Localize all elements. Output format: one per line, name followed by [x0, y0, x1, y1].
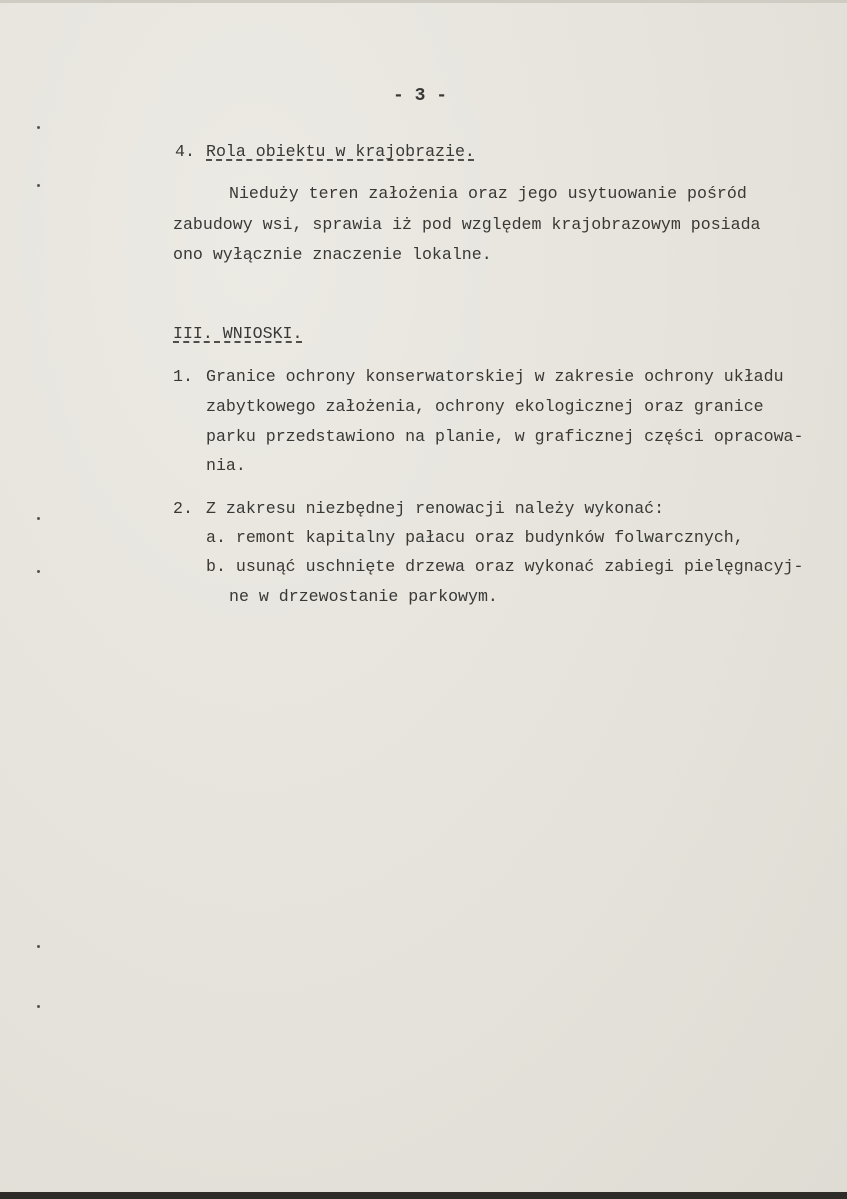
item-1-line: zabytkowego założenia, ochrony ekologicznej oraz granice — [206, 397, 764, 416]
conclusions-heading: III. WNIOSKI. — [173, 324, 303, 343]
punch-mark — [37, 184, 40, 187]
paragraph-line: Nieduży teren założenia oraz jego usytuowanie pośród — [229, 184, 747, 203]
item-1-line: Granice ochrony konserwatorskiej w zakresie ochrony układu — [206, 367, 784, 386]
section-4-heading: Rola obiektu w krajobrazie. — [206, 142, 475, 161]
page-bottom-edge — [0, 1192, 847, 1199]
item-2-sub-b: b. usunąć uschnięte drzewa oraz wykonać zabiegi pielęgnacyj- — [206, 557, 804, 576]
punch-mark — [37, 1005, 40, 1008]
punch-mark — [37, 517, 40, 520]
item-2-intro: Z zakresu niezbędnej renowacji należy wykonać: — [206, 499, 665, 518]
paragraph-line: zabudowy wsi, sprawia iż pod względem krajobrazowym posiada — [173, 215, 761, 234]
item-1-line: parku przedstawiono na planie, w graficznej części opracowa- — [206, 427, 804, 446]
item-2-number: 2. — [173, 499, 193, 518]
punch-mark — [37, 570, 40, 573]
item-1-number: 1. — [173, 367, 193, 386]
item-2-sub-b: ne w drzewostanie parkowym. — [229, 587, 498, 606]
page-top-edge — [0, 0, 847, 3]
item-1-line: nia. — [206, 456, 246, 475]
page-number: - 3 - — [393, 86, 448, 106]
paragraph-line: ono wyłącznie znaczenie lokalne. — [173, 245, 492, 264]
item-2-sub-a: a. remont kapitalny pałacu oraz budynków folwarcznych, — [206, 528, 744, 547]
punch-mark — [37, 126, 40, 129]
punch-mark — [37, 945, 40, 948]
section-4-number: 4. — [175, 142, 195, 161]
